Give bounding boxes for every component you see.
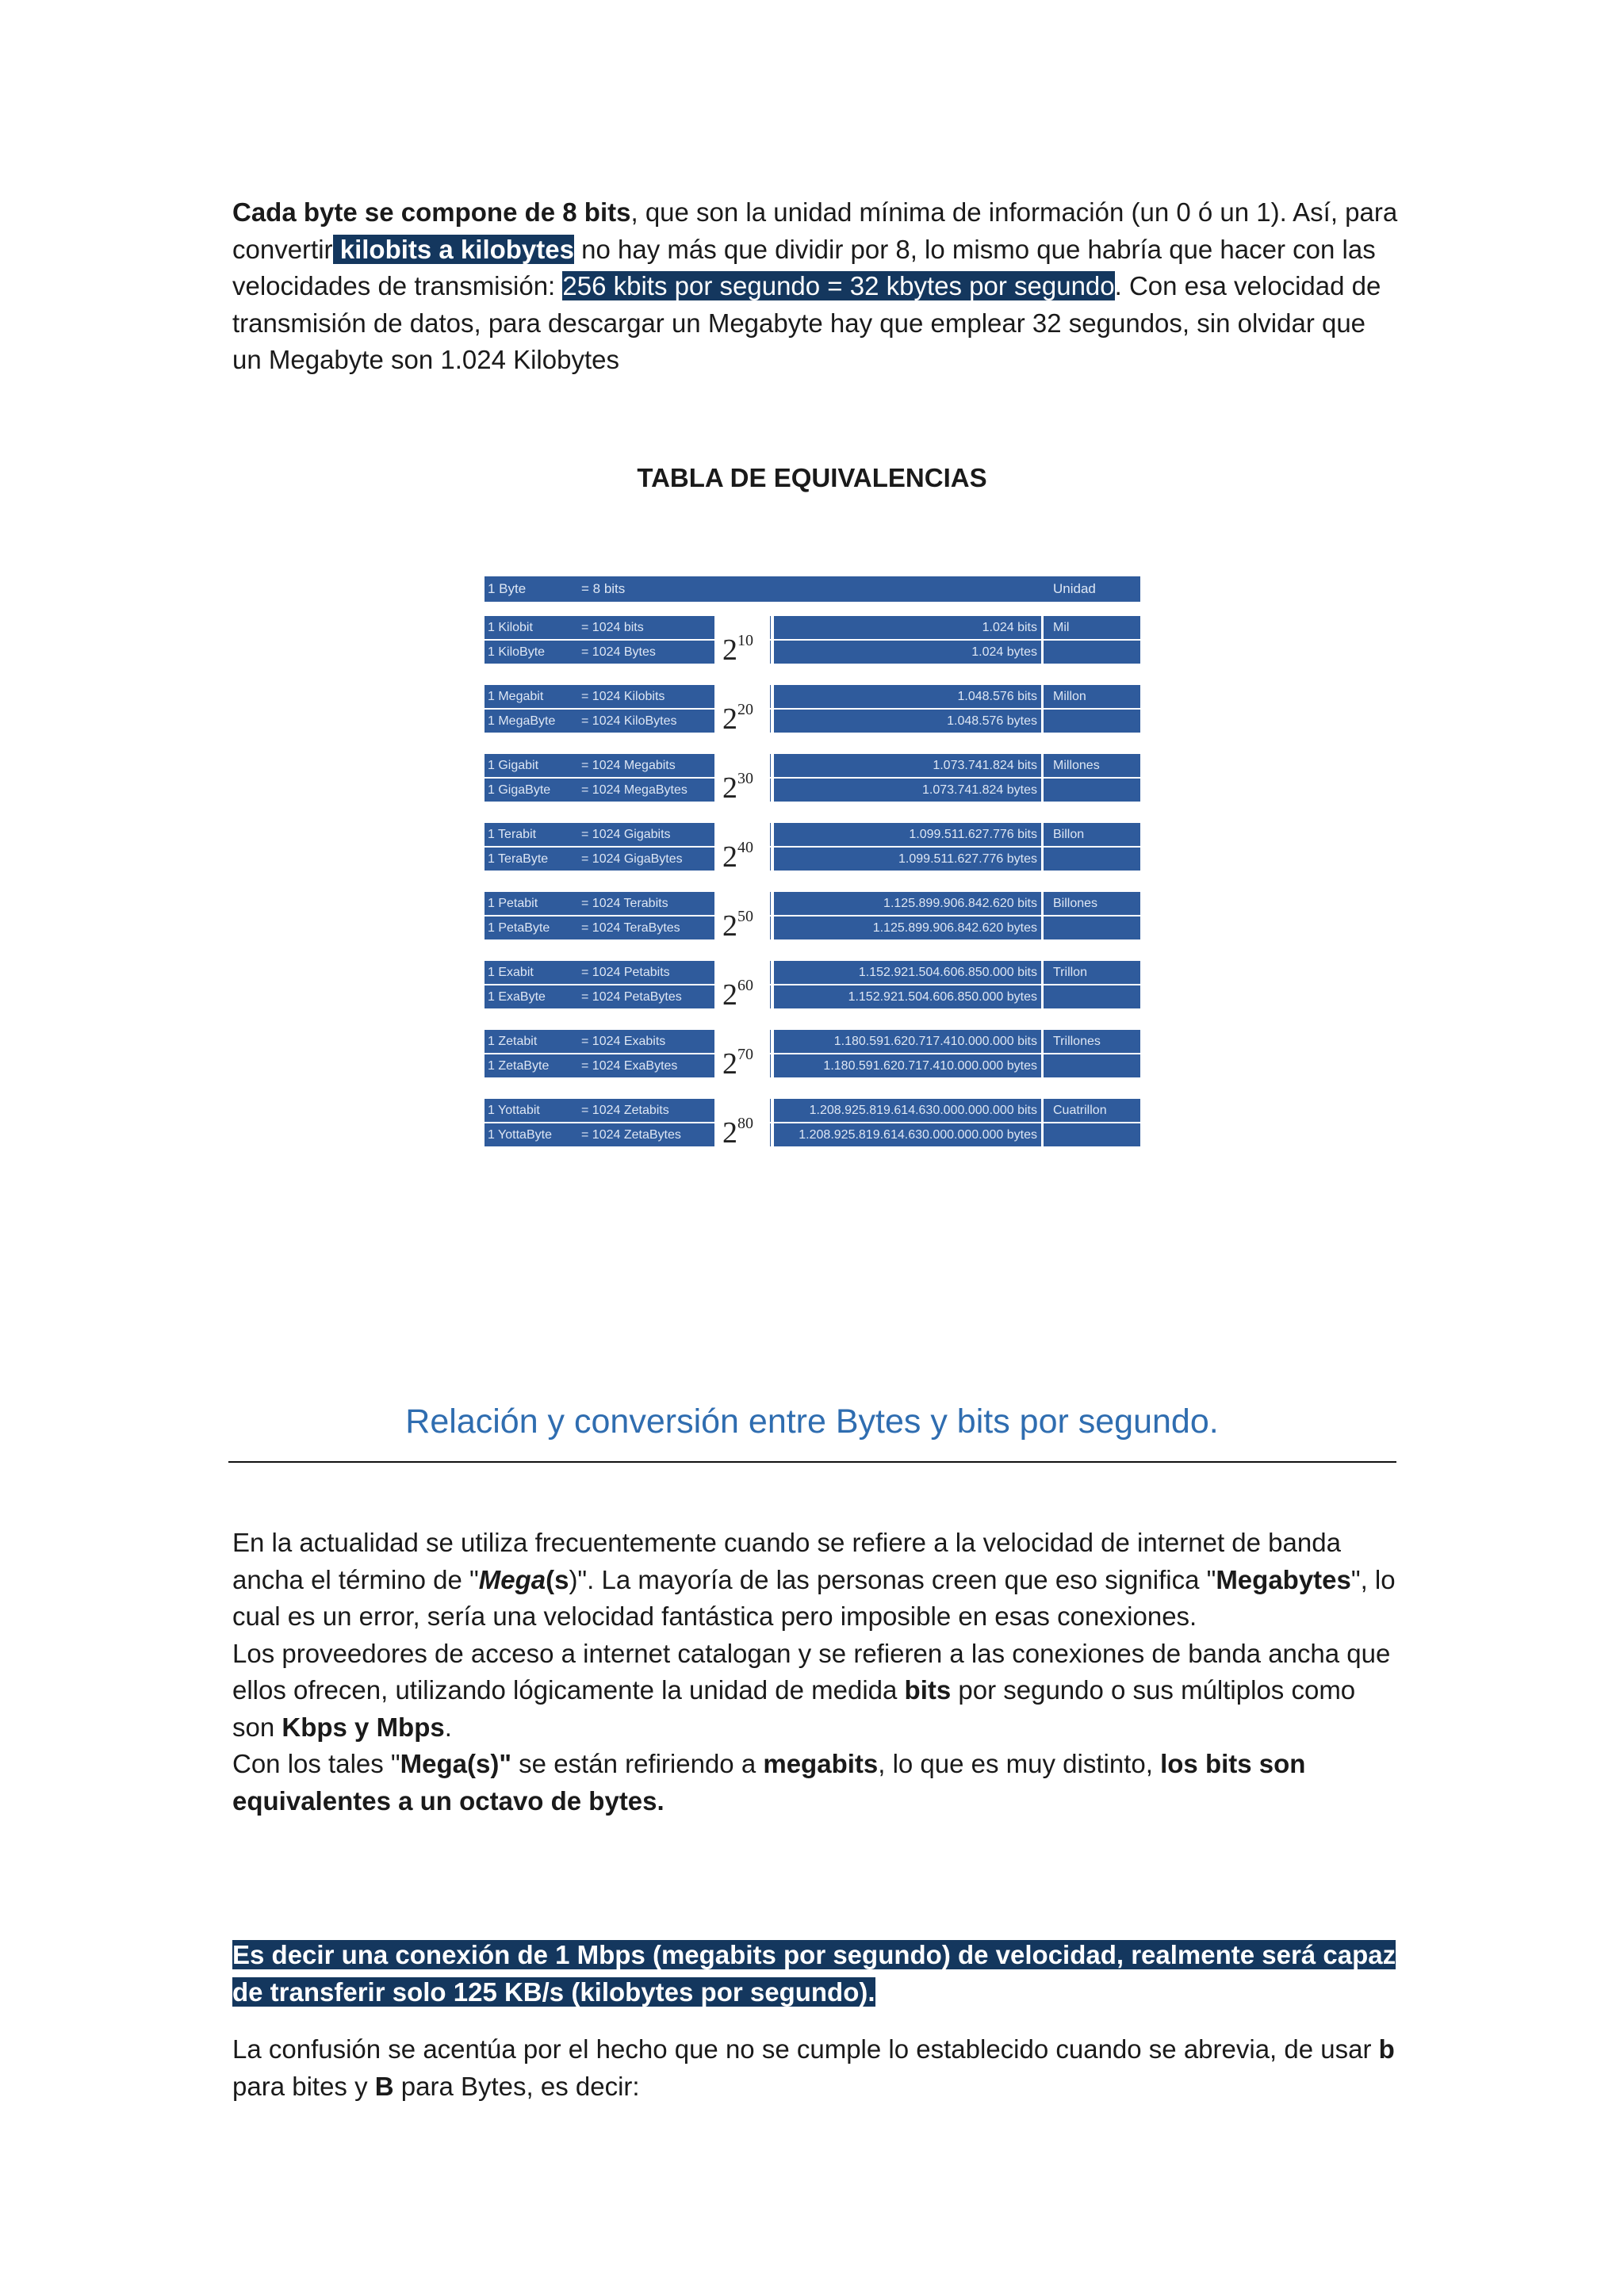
row-value: 1.152.921.504.606.850.000 bits — [858, 966, 1037, 979]
column-separator — [771, 823, 774, 872]
highlight-mbps: Es decir una conexión de 1 Mbps (megabits por segundo) de velocidad, realmente será capaz de transferir solo 125 KB/s (kilobytes por segundo). — [232, 1940, 1396, 2007]
power-base: 2 — [722, 633, 737, 667]
intro-text-3: . Con esa velocidad de transmisión de datos, para descargar un Megabyte hay que emplear 32 segundos, sin olvidar que un Megabyte son 1.024 Kilobytes — [232, 271, 1381, 374]
row-unit: 1 YottaByte — [488, 1128, 552, 1142]
row-name: Mil — [1053, 621, 1070, 634]
row-eq: = 1024 Exabits — [581, 1035, 666, 1048]
row-value: 1.208.925.819.614.630.000.000.000 bytes — [799, 1128, 1037, 1142]
row-value: 1.024 bytes — [971, 645, 1037, 659]
power-exponent: 30 — [737, 770, 753, 787]
last-text-c: para Bytes, es decir: — [393, 2071, 640, 2101]
power-base: 2 — [722, 1116, 737, 1150]
power-of-two — [714, 1030, 770, 1079]
power-base: 2 — [722, 978, 737, 1012]
power-exponent: 40 — [737, 839, 753, 856]
power-of-two — [714, 1099, 770, 1148]
p3-megas: Mega(s)" — [400, 1749, 511, 1778]
column-separator — [1041, 754, 1044, 803]
row-unit: 1 Gigabit — [488, 759, 539, 772]
last-B: B — [374, 2071, 394, 2101]
row-name: Millones — [1053, 759, 1100, 772]
row-value: 1.152.921.504.606.850.000 bytes — [848, 990, 1037, 1004]
row-value: 1.180.591.620.717.410.000.000 bytes — [823, 1059, 1037, 1073]
table-title: TABLA DE EQUIVALENCIAS — [637, 463, 987, 492]
row-eq: = 1024 TeraBytes — [581, 921, 680, 935]
column-separator — [771, 754, 774, 803]
row-unit: 1 Yottabit — [488, 1104, 540, 1117]
row-unit: 1 Zetabit — [488, 1035, 538, 1048]
row-name: Trillon — [1053, 966, 1087, 979]
power-base: 2 — [722, 1047, 737, 1081]
power-base: 2 — [722, 771, 737, 805]
last-text-b: para bites y — [232, 2071, 375, 2101]
p3-text-b: se están refiriendo a — [511, 1749, 764, 1778]
power-of-two — [714, 754, 770, 803]
column-separator — [771, 892, 774, 941]
row-unit: 1 ExaByte — [488, 990, 546, 1004]
row-eq: = 1024 KiloBytes — [581, 714, 677, 728]
row-eq: = 1024 PetaBytes — [581, 990, 682, 1004]
intro-text-2: no hay más que dividir por 8, lo mismo que habría que hacer con las velocidades de transmisión: — [232, 234, 1376, 300]
row-value: 1.099.511.627.776 bits — [909, 828, 1037, 841]
p3-text-c: , lo que es muy distinto, — [878, 1749, 1161, 1778]
row-value: 1.125.899.906.842.620 bits — [883, 897, 1037, 910]
p1-s: (s — [546, 1564, 569, 1594]
power-exponent: 10 — [737, 632, 753, 649]
highlight-speed: 256 kbits por segundo = 32 kbytes por segundo — [562, 271, 1115, 300]
row-eq: = 1024 Terabits — [581, 897, 668, 910]
power-base: 2 — [722, 909, 737, 943]
row-name: Billones — [1053, 897, 1098, 910]
highlight-paragraph — [232, 1937, 1398, 2011]
row-eq: = 1024 bits — [581, 621, 644, 634]
last-paragraph — [232, 2031, 1398, 2105]
column-separator — [1041, 961, 1044, 1010]
power-of-two — [714, 892, 770, 941]
row-name: Millon — [1053, 690, 1086, 703]
row-eq: = 1024 Kilobits — [581, 690, 665, 703]
power-of-two — [714, 823, 770, 872]
p3-text-a: Con los tales " — [232, 1749, 400, 1778]
header-name: Unidad — [1053, 581, 1096, 596]
column-separator — [771, 1030, 774, 1079]
row-unit: 1 Kilobit — [488, 621, 533, 634]
power-exponent: 20 — [737, 701, 753, 718]
table-group — [485, 1030, 1140, 1079]
row-unit: 1 KiloByte — [488, 645, 546, 659]
row-unit: 1 ZetaByte — [488, 1059, 550, 1073]
last-b: b — [1378, 2034, 1395, 2064]
column-separator — [1041, 892, 1044, 941]
p2-bits: bits — [904, 1675, 952, 1705]
row-eq: = 1024 ZetaBytes — [581, 1128, 681, 1142]
row-value: 1.073.741.824 bytes — [921, 783, 1037, 797]
intro-text-1: , que son la unidad mínima de información (un 0 ó un 1). Así, para convertir — [232, 197, 1398, 264]
row-eq: = 1024 GigaBytes — [581, 852, 683, 866]
column-separator — [1041, 616, 1044, 665]
table-group — [485, 823, 1140, 872]
row-eq: = 1024 Gigabits — [581, 828, 671, 841]
last-text-a: La confusión se acentúa por el hecho que no se cumple lo establecido cuando se abrevia, de usar — [232, 2034, 1379, 2064]
row-value: 1.180.591.620.717.410.000.000 bits — [833, 1035, 1037, 1048]
power-exponent: 80 — [737, 1115, 753, 1132]
column-separator — [1041, 823, 1044, 872]
column-separator — [771, 616, 774, 665]
intro-paragraph — [232, 194, 1398, 379]
row-eq: = 1024 Zetabits — [581, 1104, 669, 1117]
row-name: Billon — [1053, 828, 1085, 841]
header-unit: 1 Byte — [488, 581, 527, 596]
column-separator — [771, 1099, 774, 1148]
p2-text-b: por segundo o sus múltiplos como son — [232, 1675, 1356, 1742]
equivalences-table — [485, 576, 1140, 1148]
table-group — [485, 892, 1140, 941]
row-eq: = 1024 MegaBytes — [581, 783, 688, 797]
table-header-row — [485, 576, 1140, 602]
power-base: 2 — [722, 840, 737, 874]
intro-bold: Cada byte se compone de 8 bits — [232, 197, 631, 227]
row-name: Cuatrillon — [1053, 1104, 1107, 1117]
p1-text-b: )". La mayoría de las personas creen que eso significa " — [569, 1564, 1216, 1594]
p1-megabytes: Megabytes — [1216, 1564, 1351, 1594]
row-eq: = 1024 Megabits — [581, 759, 676, 772]
power-exponent: 70 — [737, 1046, 753, 1063]
table-group — [485, 754, 1140, 803]
row-unit: 1 Exabit — [488, 966, 534, 979]
power-exponent: 50 — [737, 908, 753, 925]
table-group — [485, 1099, 1140, 1148]
p2-kbps: Kbps y Mbps — [282, 1712, 445, 1742]
row-unit: 1 MegaByte — [488, 714, 556, 728]
column-separator — [771, 685, 774, 734]
row-value: 1.125.899.906.842.620 bytes — [872, 921, 1037, 935]
row-unit: 1 Petabit — [488, 897, 538, 910]
row-value: 1.208.925.819.614.630.000.000.000 bits — [809, 1104, 1037, 1117]
power-of-two — [714, 685, 770, 734]
row-name: Trillones — [1053, 1035, 1101, 1048]
highlight-kilobits: kilobits a kilobytes — [332, 234, 574, 264]
p1-text-a: En la actualidad se utiliza frecuentemente cuando se refiere a la velocidad de internet de banda ancha el término de " — [232, 1528, 1341, 1594]
section-heading: Relación y conversión entre Bytes y bits por segundo. — [405, 1402, 1219, 1441]
row-value: 1.048.576 bytes — [947, 714, 1037, 728]
table-group — [485, 961, 1140, 1010]
row-unit: 1 GigaByte — [488, 783, 551, 797]
body-paragraph — [232, 1525, 1398, 1820]
row-eq: = 1024 Bytes — [581, 645, 656, 659]
p2-text-c: . — [444, 1712, 452, 1742]
row-value: 1.099.511.627.776 bytes — [898, 852, 1037, 866]
p3-bold-end: los bits son equivalentes a un octavo de bytes. — [232, 1749, 1306, 1816]
p1-mega: Mega — [478, 1564, 546, 1594]
header-eq: = 8 bits — [581, 581, 626, 596]
column-separator — [771, 961, 774, 1010]
row-unit: 1 Terabit — [488, 828, 537, 841]
row-eq: = 1024 Petabits — [581, 966, 670, 979]
p1-text-c: ", lo cual es un error, sería una velocidad fantástica pero imposible en esas conexiones. — [232, 1564, 1396, 1631]
table-group — [485, 685, 1140, 734]
p2-text-a: Los proveedores de acceso a internet catalogan y se refieren a las conexiones de banda ancha que ellos ofrecen, utilizando lógicamente la unidad de medida — [232, 1638, 1391, 1705]
column-separator — [1041, 1030, 1044, 1079]
row-unit: 1 TeraByte — [488, 852, 549, 866]
power-of-two — [714, 616, 770, 665]
power-base: 2 — [722, 702, 737, 736]
section-divider — [228, 1461, 1396, 1463]
p3-megabits: megabits — [763, 1749, 879, 1778]
row-unit: 1 PetaByte — [488, 921, 550, 935]
column-separator — [1041, 685, 1044, 734]
table-groups — [485, 616, 1140, 1148]
power-of-two — [714, 961, 770, 1010]
power-exponent: 60 — [737, 977, 753, 994]
row-unit: 1 Megabit — [488, 690, 544, 703]
table-group — [485, 616, 1140, 665]
row-value: 1.073.741.824 bits — [933, 759, 1037, 772]
row-value: 1.024 bits — [982, 621, 1037, 634]
row-eq: = 1024 ExaBytes — [581, 1059, 678, 1073]
row-value: 1.048.576 bits — [957, 690, 1037, 703]
column-separator — [1041, 1099, 1044, 1148]
